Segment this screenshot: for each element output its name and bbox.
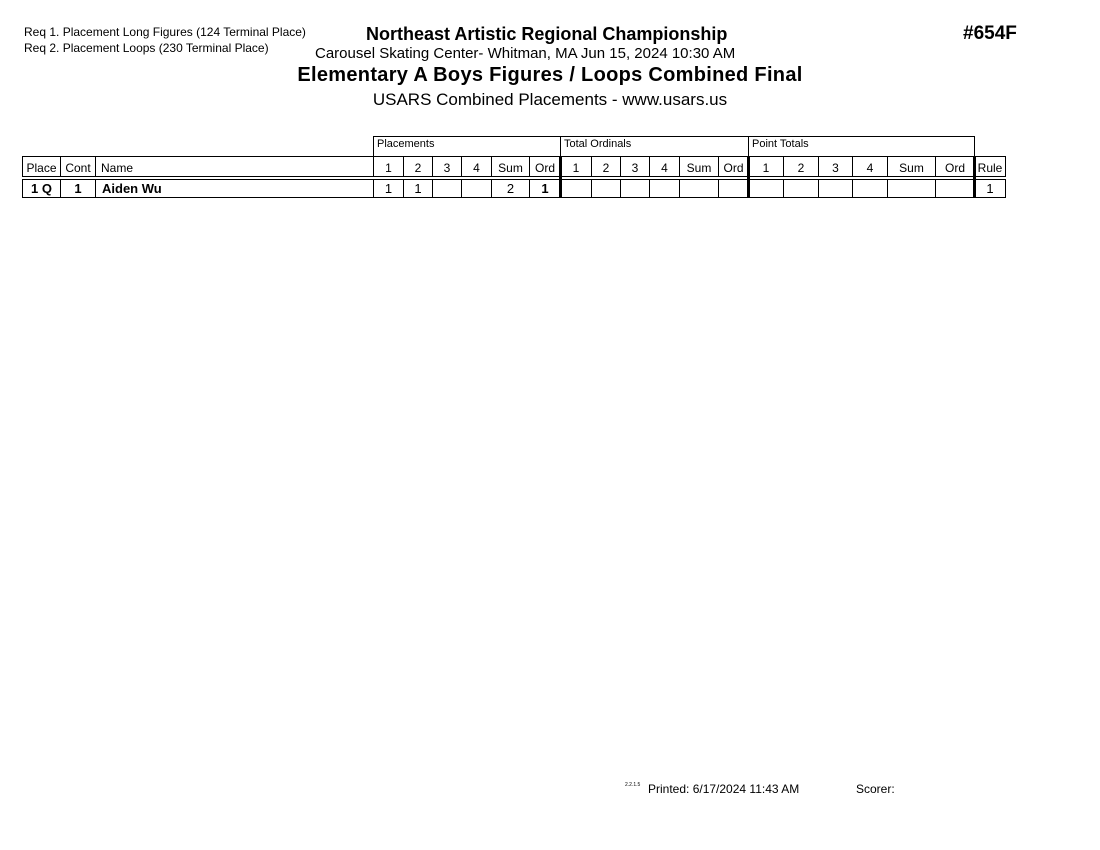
column-header: 1: [560, 156, 592, 177]
column-header: Sum: [679, 156, 719, 177]
column-header: Ord: [529, 156, 561, 177]
column-header: 3: [620, 156, 650, 177]
table-cell: [591, 179, 621, 198]
column-header: 2: [403, 156, 433, 177]
column-header: Name: [95, 156, 374, 177]
table-cell: 1: [373, 179, 404, 198]
column-header: 1: [373, 156, 404, 177]
column-header: 2: [783, 156, 819, 177]
table-cell: [783, 179, 819, 198]
section-divider: [747, 156, 750, 198]
table-cell: [461, 179, 492, 198]
table-cell: [887, 179, 936, 198]
table-cell: 1: [974, 179, 1006, 198]
table-cell: 2: [491, 179, 530, 198]
table-cell: 1: [403, 179, 433, 198]
column-header: 2: [591, 156, 621, 177]
table-cell: 1: [60, 179, 96, 198]
table-cell: [718, 179, 749, 198]
version-label: 2.2.1.5: [625, 782, 641, 788]
column-header: 4: [649, 156, 680, 177]
column-header: Sum: [887, 156, 936, 177]
printed-date: Printed: 6/17/2024 11:43 AM: [648, 782, 800, 796]
table-cell: [748, 179, 784, 198]
table-cell: [649, 179, 680, 198]
column-header: Cont: [60, 156, 96, 177]
table-cell: Aiden Wu: [95, 179, 374, 198]
page-subtitle: USARS Combined Placements - www.usars.us: [372, 90, 728, 109]
table-cell: 1 Q: [22, 179, 61, 198]
page-title: Elementary A Boys Figures / Loops Combined Final: [297, 64, 803, 86]
column-header: 4: [852, 156, 888, 177]
group-header: Point Totals: [748, 136, 975, 157]
column-header: Place: [22, 156, 61, 177]
group-header: Placements: [373, 136, 561, 157]
column-header: 1: [748, 156, 784, 177]
scorer-label: Scorer:: [856, 782, 895, 796]
event-number: #654F: [963, 23, 1017, 44]
table-cell: [620, 179, 650, 198]
section-divider: [973, 156, 976, 198]
column-header: Rule: [974, 156, 1006, 177]
column-header: 3: [818, 156, 853, 177]
table-cell: [560, 179, 592, 198]
table-cell: 1: [529, 179, 561, 198]
requirement-1: Req 1. Placement Long Figures (124 Terminal Place): [24, 25, 306, 39]
event-name: Northeast Artistic Regional Championship: [366, 24, 728, 44]
column-header: 4: [461, 156, 492, 177]
venue-date: Carousel Skating Center- Whitman, MA Jun 15, 2024 10:30 AM: [315, 45, 736, 62]
group-header: Total Ordinals: [560, 136, 749, 157]
table-cell: [818, 179, 853, 198]
requirement-2: Req 2. Placement Loops (230 Terminal Place): [24, 41, 269, 55]
table-cell: [679, 179, 719, 198]
table-cell: [432, 179, 462, 198]
section-divider: [559, 156, 562, 198]
column-header: Ord: [935, 156, 975, 177]
table-cell: [935, 179, 975, 198]
table-cell: [852, 179, 888, 198]
column-header: Sum: [491, 156, 530, 177]
column-header: Ord: [718, 156, 749, 177]
column-header: 3: [432, 156, 462, 177]
